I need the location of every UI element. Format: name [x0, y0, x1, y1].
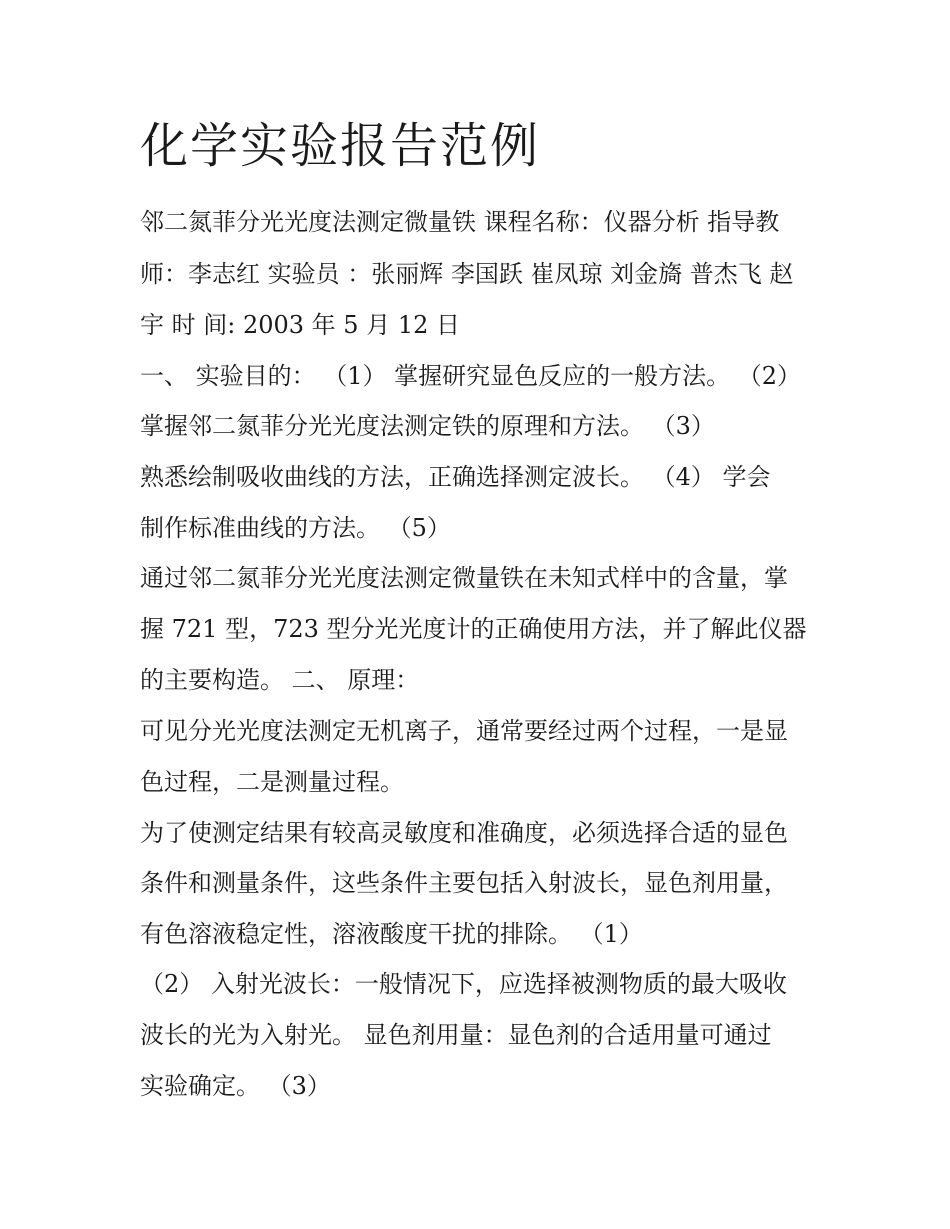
text-line: 掌握邻二氮菲分光光度法测定铁的原理和方法。 （3）	[140, 412, 715, 440]
text-line: 波长的光为入射光。 显色剂用量：显色剂的合适用量可通过	[140, 1021, 772, 1049]
text-line: 为了使测定结果有较高灵敏度和准确度，必须选择合适的显色	[140, 819, 788, 847]
text-line: 色过程，二是测量过程。	[140, 768, 404, 796]
text-line: 一、 实验目的： （1） 掌握研究显色反应的一般方法。 （2）	[140, 362, 802, 390]
text-line: 可见分光光度法测定无机离子，通常要经过两个过程，一是显	[140, 717, 788, 745]
text-line: 的主要构造。 二、 原理：	[140, 666, 420, 694]
text-line: 邻二氮菲分光光度法测定微量铁 课程名称：仪器分析 指导教	[140, 208, 780, 236]
text-line: 熟悉绘制吸收曲线的方法，正确选择测定波长。 （4） 学会	[140, 463, 771, 491]
text-line: 握 721 型，723 型分光光度计的正确使用方法，并了解此仪器	[140, 615, 807, 643]
text-line: （2） 入射光波长：一般情况下，应选择被测物质的最大吸收	[140, 970, 787, 998]
text-line: 实验确定。 （3）	[140, 1072, 331, 1100]
document-title: 化学实验报告范例	[140, 118, 541, 174]
text-line: 宇 时 间: 2003 年 5 月 12 日	[140, 311, 461, 339]
text-line: 制作标准曲线的方法。 （5）	[140, 514, 451, 542]
text-line: 有色溶液稳定性，溶液酸度干扰的排除。 （1）	[140, 920, 643, 948]
text-line: 师：李志红 实验员 ：张丽辉 李国跃 崔凤琼 刘金旖 普杰飞 赵	[140, 260, 794, 288]
text-line: 条件和测量条件，这些条件主要包括入射波长，显色剂用量，	[140, 869, 788, 897]
text-line: 通过邻二氮菲分光光度法测定微量铁在未知式样中的含量，掌	[140, 564, 788, 592]
